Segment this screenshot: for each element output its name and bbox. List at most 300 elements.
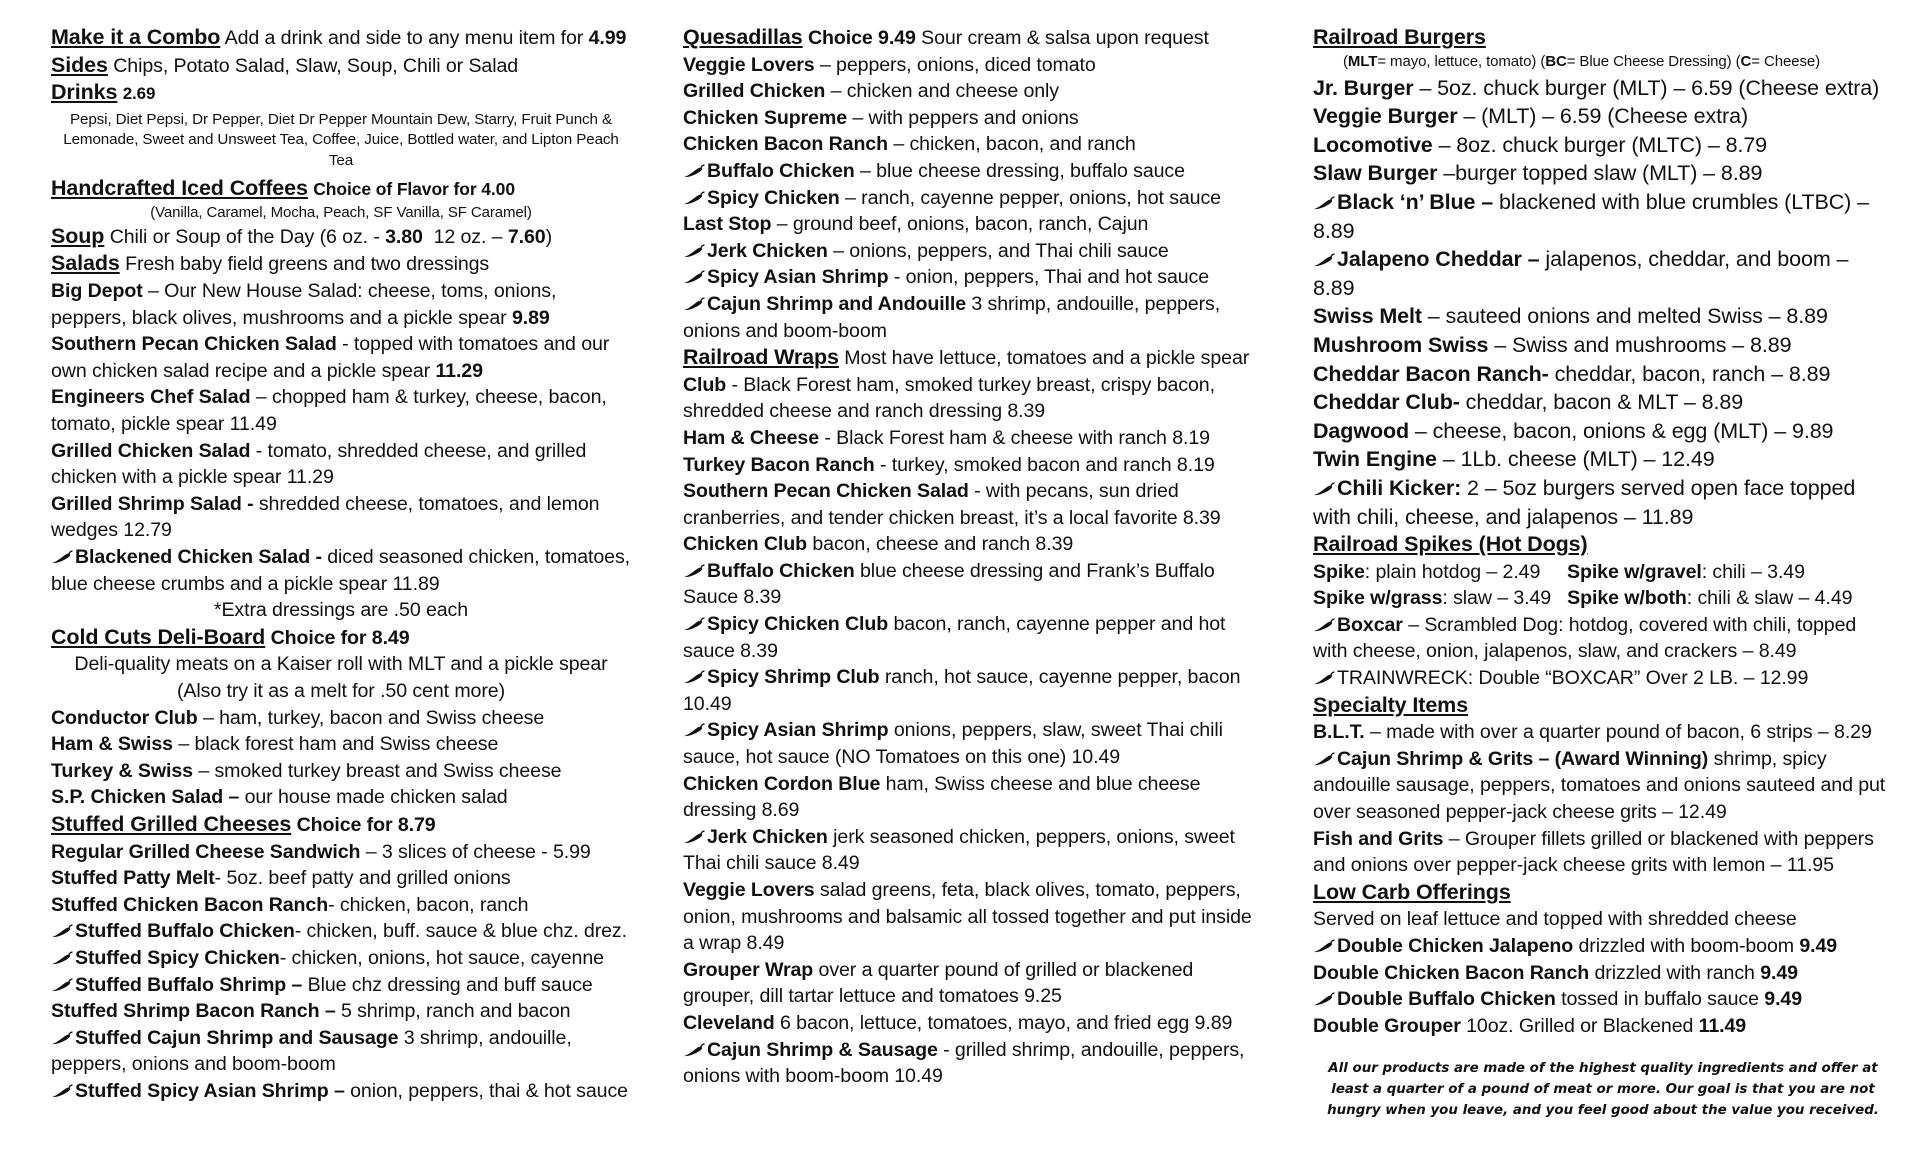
menu-item-description: bacon, ranch, cayenne pepper and hot sauce 8.39 [683, 613, 1226, 662]
coffee-flavors: (Vanilla, Caramel, Mocha, Peach, SF Vanilla, SF Caramel) [150, 203, 532, 221]
menu-item-name: Dagwood [1313, 418, 1410, 443]
menu-item-name: Chili Kicker: [1337, 475, 1462, 500]
deli-choice: Choice for 8.49 [270, 626, 410, 649]
menu-item-name: Grilled Chicken [683, 80, 826, 103]
menu-item [51, 544, 631, 597]
menu-item-description: Blue chz dressing and buff sauce [302, 973, 593, 996]
menu-item-name: Buffalo Chicken [707, 559, 855, 582]
extra-dressing-note: *Extra dressings are .50 each [213, 599, 469, 622]
chili-pepper-icon [1313, 618, 1335, 632]
low-carb-list [1313, 933, 1893, 1039]
menu-item [51, 384, 631, 437]
menu-item [683, 611, 1263, 664]
menu-item-description: jalapenos, cheddar, and boom – 8.89 [1313, 247, 1849, 300]
menu-item [1313, 417, 1893, 446]
menu-item-description: – 5oz. chuck burger (MLT) – 6.59 (Cheese extra) [1413, 75, 1880, 100]
combo-text: Add a drink and side to any menu item for [224, 27, 584, 49]
menu-item-name: Cleveland [683, 1011, 775, 1034]
chili-pepper-icon [51, 924, 73, 938]
section-title-wraps: Railroad Wraps [683, 345, 839, 370]
menu-item [683, 185, 1263, 212]
menu-item-name: Boxcar [1337, 613, 1403, 636]
section-title-specialty: Specialty Items [1313, 692, 1469, 717]
menu-item [683, 1010, 1263, 1037]
chili-pepper-icon [1313, 752, 1335, 766]
drinks-line [51, 79, 631, 108]
chili-pepper-icon [683, 830, 705, 844]
menu-item-name: B.L.T. [1313, 721, 1365, 744]
menu-item [683, 372, 1263, 425]
menu-item-description: blue cheese dressing and Frank’s Buffalo Sauce 8.39 [683, 559, 1215, 609]
menu-item [683, 717, 1263, 770]
deli-description: Deli-quality meats on a Kaiser roll with MLT and a pickle spear [74, 653, 608, 676]
menu-column-3 [1313, 24, 1893, 1039]
coffee-line [51, 175, 631, 203]
spike-both-desc: : chili & slaw – 4.49 [1686, 587, 1853, 610]
deli-list [51, 705, 631, 811]
salads-line [51, 250, 631, 278]
menu-item-name: Buffalo Chicken [707, 159, 855, 182]
menu-item [1313, 665, 1893, 692]
menu-item-name: Stuffed Chicken Bacon Ranch [51, 893, 329, 916]
menu-item-name: Chicken Supreme [683, 106, 848, 129]
menu-item [51, 998, 631, 1025]
menu-item-description: onion, peppers, thai & hot sauce [344, 1079, 628, 1102]
menu-item [51, 438, 631, 491]
chili-pepper-icon [683, 297, 705, 311]
menu-item-description: – with peppers and onions [847, 106, 1079, 129]
wraps-line [683, 344, 1263, 372]
chili-pepper-icon [683, 617, 705, 631]
menu-item [1313, 360, 1893, 389]
menu-item-name: Spicy Asian Shrimp [707, 719, 889, 742]
menu-item-description: – ham, turkey, bacon and Swiss cheese [197, 706, 545, 729]
menu-item-price: 9.49 [1764, 988, 1803, 1011]
menu-column-1 [51, 24, 631, 1104]
soup-price-large: 7.60 [507, 225, 546, 248]
combo-price: 4.99 [588, 27, 627, 49]
menu-item-description: ranch, hot sauce, cayenne pepper, bacon 10.49 [683, 666, 1241, 715]
menu-item [51, 784, 631, 811]
menu-item-description: – cheese, bacon, onions & egg (MLT) – 9.89 [1409, 418, 1834, 443]
menu-item [683, 771, 1263, 824]
section-title-soup: Soup [51, 223, 105, 248]
menu-item-description: – 8oz. chuck burger (MLTC) – 8.79 [1432, 132, 1768, 157]
spike-both-name: Spike w/both [1567, 587, 1687, 610]
menu-item-name: Regular Grilled Cheese Sandwich [51, 840, 361, 863]
menu-item [683, 1037, 1263, 1090]
menu-item-name: Last Stop [683, 213, 772, 236]
menu-item-description: diced seasoned chicken, tomatoes, blue cheese crumbs and a pickle spear 11.89 [51, 546, 630, 595]
menu-item [1313, 746, 1893, 826]
chili-pepper-icon [683, 1043, 705, 1057]
menu-item [683, 158, 1263, 185]
chili-pepper-icon [51, 951, 73, 965]
menu-item-description: – onions, peppers, and Thai chili sauce [827, 239, 1169, 262]
menu-item-name: Conductor Club [51, 706, 198, 729]
menu-item-name: Chicken Club [683, 533, 807, 556]
menu-item [1313, 933, 1893, 960]
menu-item [51, 705, 631, 732]
menu-item-name: Spicy Chicken [707, 186, 840, 209]
chili-pepper-icon [51, 1031, 73, 1045]
menu-item-description: jerk seasoned chicken, peppers, onions, sweet Thai chili sauce 8.49 [683, 825, 1235, 875]
menu-item-description: 6 bacon, lettuce, tomatoes, mayo, and fried egg 9.89 [774, 1011, 1233, 1034]
menu-item-name: Veggie Burger [1313, 104, 1458, 129]
menu-item-description: cheddar, bacon & MLT – 8.89 [1459, 390, 1744, 415]
menu-item-name: Southern Pecan Chicken Salad [683, 480, 969, 503]
quesadilla-list [683, 52, 1263, 345]
legend-value: = Cheese) [1751, 52, 1820, 70]
menu-item [1313, 388, 1893, 417]
menu-item-description: – 1Lb. cheese (MLT) – 12.49 [1436, 447, 1715, 472]
menu-item-name: Chicken Cordon Blue [683, 772, 881, 795]
menu-item-description: 5 shrimp, ranch and bacon [335, 1000, 571, 1023]
menu-item [1313, 131, 1893, 160]
legend-key: MLT [1347, 52, 1378, 70]
menu-item-description: – 3 slices of cheese - 5.99 [360, 840, 591, 863]
menu-item [683, 105, 1263, 132]
soup-text-2: 12 oz. – [433, 225, 503, 248]
menu-item [683, 452, 1263, 479]
section-title-deli: Cold Cuts Deli-Board [51, 624, 266, 649]
menu-item-description: – ground beef, onions, bacon, ranch, Cajun [771, 213, 1149, 236]
wrap-list [683, 372, 1263, 1090]
menu-item-name: Twin Engine [1313, 447, 1437, 472]
menu-item-name: Spicy Shrimp Club [707, 666, 880, 689]
drinks-description: Pepsi, Diet Pepsi, Dr Pepper, Diet Dr Pepper Mountain Dew, Starry, Fruit Punch & Lemonade, Sweet and Unsweet Tea, Coffee, Juice, Bottled water, and Lipton Peach Tea [63, 110, 619, 169]
menu-item-name: Swiss Melt [1313, 304, 1422, 329]
salads-text: Fresh baby field greens and two dressings [125, 253, 490, 276]
chili-pepper-icon [1313, 671, 1335, 685]
spikes-row-2 [1313, 585, 1893, 612]
menu-item [683, 824, 1263, 877]
salad-list [51, 278, 631, 597]
section-title-combo: Make it a Combo [51, 25, 221, 49]
menu-item-description: – chicken, bacon, and ranch [887, 133, 1136, 156]
spike-grass-desc: : slaw – 3.49 [1442, 587, 1552, 610]
menu-item-name: Jerk Chicken [707, 239, 828, 262]
sides-text: Chips, Potato Salad, Slaw, Soup, Chili or Salad [113, 54, 519, 77]
menu-item [683, 478, 1263, 531]
menu-item [683, 131, 1263, 158]
menu-item [51, 972, 631, 999]
menu-item-description: shrimp, spicy andouille sausage, peppers, tomatoes and onions sauteed and put over seasoned pepper-jack cheese grits – 12.49 [1313, 747, 1886, 824]
menu-item-name: S.P. Chicken Salad – [51, 786, 240, 809]
grilled-choice: Choice for 8.79 [296, 813, 436, 836]
menu-item-name: Cheddar Club- [1313, 390, 1460, 415]
chili-pepper-icon [1313, 939, 1335, 953]
menu-item-name: Cheddar Bacon Ranch- [1313, 361, 1549, 386]
menu-item-description: - Black Forest ham & cheese with ranch 8.19 [819, 426, 1210, 449]
section-title-sides: Sides [51, 52, 108, 77]
menu-item-description: - grilled shrimp, andouille, peppers, onions with boom-boom 10.49 [683, 1038, 1245, 1088]
menu-item [51, 731, 631, 758]
menu-item-name: Veggie Lovers [683, 53, 815, 76]
deli-melt-note: (Also try it as a melt for .50 cent more) [176, 679, 505, 702]
menu-item [51, 491, 631, 544]
menu-item-description: bacon, cheese and ranch 8.39 [807, 533, 1074, 556]
menu-item-name: Cajun Shrimp & Sausage [707, 1038, 938, 1061]
menu-item-name: Veggie Lovers [683, 879, 815, 901]
menu-item [683, 425, 1263, 452]
sides-line [51, 52, 631, 80]
menu-item-description: cheddar, bacon, ranch – 8.89 [1548, 361, 1831, 386]
menu-item-description: – Grouper fillets grilled or blackened with peppers and onions over pepper-jack cheese grits with lemon – 11.95 [1313, 827, 1874, 877]
combo-line [51, 24, 631, 52]
menu-item-description: - turkey, smoked bacon and ranch 8.19 [874, 453, 1215, 476]
menu-item-description: 10oz. Grilled or Blackened [1460, 1014, 1699, 1037]
wraps-text: Most have lettuce, tomatoes and a pickle spear [838, 347, 1250, 370]
menu-item [51, 892, 631, 919]
menu-item-name: Double Chicken Bacon Ranch [1313, 961, 1590, 984]
menu-item-name: Jerk Chicken [707, 825, 828, 848]
menu-item-description: – chicken and cheese only [825, 80, 1060, 103]
menu-item-name: Southern Pecan Chicken Salad [51, 333, 337, 356]
menu-item-name: Stuffed Buffalo Chicken [75, 920, 295, 943]
menu-item-price: 9.89 [511, 306, 550, 329]
section-title-burgers: Railroad Burgers [1313, 25, 1486, 49]
chili-pepper-icon [683, 164, 705, 178]
menu-item-description: - with pecans, sun dried cranberries, and tender chicken breast, it’s a local favorite 8.39 [683, 480, 1221, 529]
menu-item [683, 664, 1263, 717]
legend-open: ( [1343, 52, 1348, 70]
soup-text-1: Chili or Soup of the Day (6 oz. - [109, 225, 380, 248]
menu-item-description: our house made chicken salad [239, 786, 508, 809]
menu-item-name: Locomotive [1313, 132, 1433, 157]
menu-item [1313, 245, 1893, 302]
menu-item [1313, 331, 1893, 360]
menu-item-name: Turkey Bacon Ranch [683, 453, 875, 476]
menu-item-name: Fish and Grits [1313, 827, 1444, 850]
menu-item-name: Cajun Shrimp and Andouille [707, 292, 967, 315]
menu-item-name: Stuffed Cajun Shrimp and Sausage [75, 1026, 399, 1049]
grilled-line [51, 811, 631, 839]
section-title-drinks: Drinks [51, 80, 118, 105]
menu-item [1313, 102, 1893, 131]
menu-item-description: 3 shrimp, andouille, peppers, onions and boom-boom [683, 292, 1221, 342]
section-title-quesadillas: Quesadillas [683, 25, 803, 49]
section-title-salads: Salads [51, 251, 120, 276]
spike-gravel-desc: : chili – 3.49 [1701, 560, 1805, 583]
menu-item [1313, 826, 1893, 879]
menu-item-description: – Scrambled Dog: hotdog, covered with chili, topped with cheese, onion, jalapenos, slaw, and crackers – 8.49 [1313, 613, 1857, 663]
menu-item-name: Grouper Wrap [683, 958, 814, 981]
menu-item [683, 211, 1263, 238]
section-title-low-carb: Low Carb Offerings [1313, 879, 1511, 904]
menu-item [1313, 74, 1893, 103]
menu-item-name: Chicken Bacon Ranch [683, 133, 888, 156]
menu-item-name: Stuffed Patty Melt [51, 867, 215, 890]
menu-item-price: 11.29 [435, 359, 483, 382]
menu-item-name: Ham & Swiss [51, 733, 173, 756]
menu-item-description: over a quarter pound of grilled or blackened grouper, dill tartar lettuce and tomatoes 9.25 [683, 958, 1194, 1008]
menu-item-name: Ham & Cheese [683, 426, 820, 449]
menu-item-price: 9.49 [1799, 935, 1838, 957]
menu-item-description: –burger topped slaw (MLT) – 8.89 [1437, 161, 1763, 186]
coffee-text: Choice of Flavor for 4.00 [313, 179, 515, 200]
menu-item-description: – sauteed onions and melted Swiss – 8.89 [1421, 304, 1828, 329]
menu-item [683, 877, 1263, 957]
section-title-coffee: Handcrafted Iced Coffees [51, 176, 308, 201]
menu-item-description: - 5oz. beef patty and grilled onions [214, 867, 511, 890]
menu-column-2 [683, 24, 1263, 1090]
spike-grass-name: Spike w/grass [1313, 587, 1443, 610]
menu-item [51, 945, 631, 972]
menu-item [51, 758, 631, 785]
menu-item-description: tossed in buffalo sauce [1555, 988, 1765, 1011]
legend-key: C [1740, 52, 1752, 70]
menu-item-name: Engineers Chef Salad [51, 386, 251, 409]
menu-item [51, 865, 631, 892]
menu-item-name: Turkey & Swiss [51, 759, 193, 782]
legend-value: = mayo, lettuce, tomato) ( [1377, 52, 1546, 70]
spike-gravel-name: Spike w/gravel [1567, 560, 1702, 583]
menu-item-description: – Our New House Salad: cheese, toms, onions, peppers, black olives, mushrooms and a pickle spear [51, 280, 557, 329]
menu-item-description: – blue cheese dressing, buffalo sauce [854, 159, 1185, 182]
menu-item-price: 9.49 [1760, 961, 1798, 984]
hotdog-list [1313, 612, 1893, 692]
menu-item-description: – made with over a quarter pound of bacon, 6 strips – 8.29 [1364, 721, 1872, 744]
menu-item [1313, 188, 1893, 245]
chili-pepper-icon [1313, 482, 1335, 496]
menu-item-name: Double Chicken Jalapeno [1337, 935, 1574, 957]
menu-item-name: TRAINWRECK [1337, 667, 1468, 690]
menu-item-description: : Double “BOXCAR” Over 2 LB. – 12.99 [1467, 667, 1809, 690]
menu-item-name: Cajun Shrimp & Grits – (Award Winning) [1337, 747, 1709, 770]
quesadillas-text: Sour cream & salsa upon request [915, 27, 1209, 49]
section-title-grilled-cheese: Stuffed Grilled Cheeses [51, 811, 292, 836]
chili-pepper-icon [51, 550, 73, 564]
spike-desc: : plain hotdog – 2.49 [1364, 560, 1541, 583]
legend-value: = Blue Cheese Dressing) ( [1566, 52, 1741, 70]
menu-item [683, 957, 1263, 1010]
burger-legend [1343, 52, 1893, 72]
menu-item [51, 1078, 631, 1105]
menu-item-description: – (MLT) – 6.59 (Cheese extra) [1457, 104, 1749, 129]
menu-item-description: - onion, peppers, Thai and hot sauce [888, 266, 1210, 289]
spikes-row-1 [1313, 559, 1893, 586]
chili-pepper-icon [51, 1084, 73, 1098]
menu-item-name: Slaw Burger [1313, 161, 1438, 186]
menu-item [1313, 1013, 1893, 1040]
legend-key: BC [1545, 52, 1567, 70]
menu-item [1313, 612, 1893, 665]
menu-item [51, 839, 631, 866]
menu-item-description: - tomato, shredded cheese, and grilled chicken with a pickle spear 11.29 [51, 439, 587, 489]
menu-item-name: Grilled Shrimp Salad - [51, 492, 254, 515]
menu-item-name: Mushroom Swiss [1313, 332, 1489, 357]
low-carb-text: Served on leaf lettuce and topped with shredded cheese [1313, 908, 1797, 931]
chili-pepper-icon [1313, 992, 1335, 1006]
menu-item [51, 1025, 631, 1078]
menu-item [683, 78, 1263, 105]
menu-item-description: – smoked turkey breast and Swiss cheese [192, 759, 562, 782]
deli-line [51, 624, 631, 652]
menu-item-name: Double Buffalo Chicken [1337, 988, 1556, 1011]
menu-item-name: Grilled Chicken Salad [51, 439, 251, 462]
menu-item-name: Spicy Asian Shrimp [707, 266, 889, 289]
menu-item-name: Club [683, 373, 727, 396]
menu-item-description: 3 shrimp, andouille, peppers, onions and boom-boom [51, 1026, 572, 1076]
chili-pepper-icon [683, 191, 705, 205]
menu-item-description: – peppers, onions, diced tomato [814, 53, 1096, 76]
specialty-list [1313, 719, 1893, 879]
soup-text-3: ) [545, 225, 553, 248]
burger-list [1313, 74, 1893, 532]
menu-item [683, 291, 1263, 344]
menu-item [51, 918, 631, 945]
menu-item-description: salad greens, feta, black olives, tomato, peppers, onion, mushrooms and balsamic all tossed together and put inside a wrap 8.49 [683, 879, 1252, 955]
drinks-price: 2.69 [122, 84, 156, 104]
menu-item-name: Jr. Burger [1313, 75, 1414, 100]
chili-pepper-icon [683, 564, 705, 578]
menu-item [1313, 474, 1893, 531]
menu-item-description: drizzled with boom-boom [1573, 935, 1800, 957]
chili-pepper-icon [1313, 253, 1335, 267]
menu-item-description: - chicken, buff. sauce & blue chz. drez. [294, 920, 627, 943]
quesadillas-line [683, 24, 1263, 52]
menu-item [683, 531, 1263, 558]
menu-item [683, 238, 1263, 265]
chili-pepper-icon [683, 670, 705, 684]
menu-item [1313, 986, 1893, 1013]
menu-item-description: – chopped ham & turkey, cheese, bacon, tomato, pickle spear 11.49 [51, 386, 607, 436]
menu-item-price: 11.49 [1698, 1014, 1747, 1037]
chili-pepper-icon [683, 244, 705, 258]
menu-item-name: Stuffed Buffalo Shrimp – [75, 973, 303, 996]
soup-line [51, 223, 631, 251]
menu-item [683, 558, 1263, 611]
menu-item-name: Big Depot [51, 280, 143, 303]
menu-item [1313, 159, 1893, 188]
menu-item-description: 2 – 5oz burgers served open face topped with chili, cheese, and jalapenos – 11.89 [1313, 475, 1856, 529]
menu-item-description: - topped with tomatoes and our own chicken salad recipe and a pickle spear [51, 333, 610, 382]
chili-pepper-icon [1313, 196, 1335, 210]
menu-item-description: - chicken, bacon, ranch [328, 893, 529, 916]
menu-item [683, 52, 1263, 79]
menu-item [1313, 302, 1893, 331]
menu-item-name: Stuffed Shrimp Bacon Ranch – [51, 1000, 336, 1023]
menu-item-description: – ranch, cayenne pepper, onions, hot sauce [839, 186, 1221, 209]
menu-item-description: blackened with blue crumbles (LTBC) – 8.89 [1313, 189, 1869, 243]
menu-item [1313, 445, 1893, 474]
menu-item-name: Stuffed Spicy Chicken [75, 946, 280, 969]
menu-item-name: Spicy Chicken Club [707, 613, 889, 636]
menu-item [1313, 960, 1893, 987]
menu-item-name: Jalapeno Cheddar – [1337, 247, 1540, 272]
menu-item [51, 278, 631, 331]
menu-item-name: Double Grouper [1313, 1014, 1461, 1037]
spike-name: Spike [1313, 560, 1365, 583]
footer-note: All our products are made of the highest quality ingredients and offer at least a quarter of a pound of meat or more. Our goal is that you are not hungry when you leave, and you feel good about the value you received. [1327, 1061, 1879, 1119]
menu-item [683, 264, 1263, 291]
menu-item-name: Stuffed Spicy Asian Shrimp – [75, 1079, 345, 1102]
menu-item [51, 331, 631, 384]
quesadillas-choice: Choice 9.49 [807, 27, 916, 49]
chili-pepper-icon [683, 270, 705, 284]
section-title-spikes: Railroad Spikes (Hot Dogs) [1313, 532, 1588, 557]
menu-item-description: ham, Swiss cheese and blue cheese dressing 8.69 [683, 772, 1201, 822]
menu-item-description: drizzled with ranch [1589, 961, 1761, 984]
menu-item-description: shredded cheese, tomatoes, and lemon wedges 12.79 [51, 492, 600, 542]
chili-pepper-icon [51, 978, 73, 992]
menu-item-description: – Swiss and mushrooms – 8.89 [1488, 332, 1792, 357]
menu-item [1313, 719, 1893, 746]
menu-item-description: – black forest ham and Swiss cheese [172, 733, 499, 756]
menu-item-description: - chicken, onions, hot sauce, cayenne [279, 946, 604, 969]
menu-item-description: - Black Forest ham, smoked turkey breast, crispy bacon, shredded cheese and ranch dressing 8.39 [683, 373, 1215, 423]
